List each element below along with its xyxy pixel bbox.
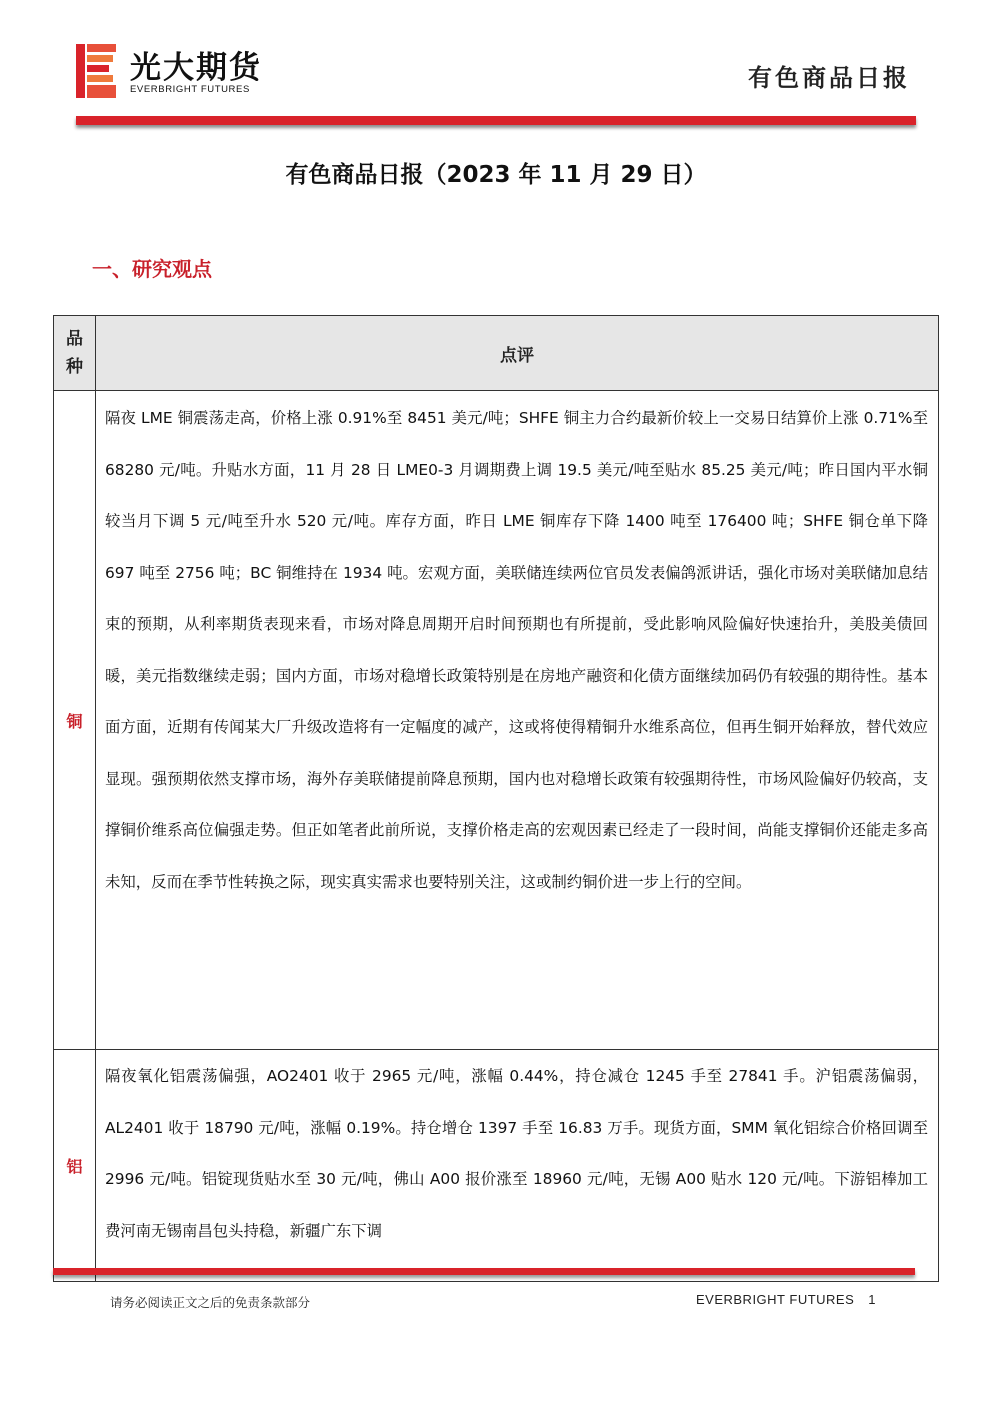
- comment-text: 隔夜氧化铝震荡偏强，AO2401 收于 2965 元/吨，涨幅 0.44%，持仓减仓 1245 手至 27841 手。沪铝震荡偏弱，AL2401 收于 18790 元/吨，涨幅 0.19%。持仓增仓 1397 手至 16.83 万手。现货方面，SMM 氧化铝综合价格回调至 2996 元/吨。铝锭现货贴水至 30 元/吨，佛山 A00 报价涨至 18960 元/吨，无锡 A00 贴水 120 元/吨。下游铝棒加工费河南无锡南昌包头持稳，新疆广东下调: [105, 1067, 928, 1240]
- logo-chinese-name: 光大期货: [130, 50, 262, 86]
- disclaimer-note: 请务必阅读正文之后的免责条款部分: [110, 1295, 311, 1310]
- column-header-comment: 点评: [96, 316, 939, 391]
- table-header-row: [54, 316, 939, 391]
- table-row: [54, 1050, 939, 1282]
- comment-text: 隔夜 LME 铜震荡走高，价格上涨 0.91%至 8451 美元/吨；SHFE 铜主力合约最新价较上一交易日结算价上涨 0.71%至 68280 元/吨。升贴水方面，11 月 28 日 LME0-3 月调期费上调 19.5 美元/吨至贴水 85.25 美元/吨；昨日国内平水铜较当月下调 5 元/吨至升水 520 元/吨。库存方面，昨日 LME 铜库存下降 1400 吨至 176400 吨；SHFE 铜仓单下降 697 吨至 2756 吨；BC 铜维持在 1934 吨。宏观方面，美联储连续两位官员发表偏鸽派讲话，强化市场对美联储加息结束的预期，从利率期货表现来看，市场对降息周期开启时间预期也有所提前，受此影响风险偏好快速抬升，美股美债回暖，美元指数继续走弱；国内方面，市场对稳增长政策特别是在房地产融资和化债方面继续加码仍有较强的期待性。基本面方面，近期有传闻某大厂升级改造将有一定幅度的减产，这或将使得精铜升水维系高位，但再生铜开始释放，替代效应显现。强预期依然支撑市场，海外存美联储提前降息预期，国内也对稳增长政策有较强期待性，市场风险偏好仍较高，支撑铜价维系高位偏强走势。但正如笔者此前所说，支撑价格走高的宏观因素已经走了一段时间，尚能支撑铜价还能走多高未知，反而在季节性转换之际，现实真实需求也要特别关注，这或制约铜价进一步上行的空间。: [105, 409, 928, 891]
- column-header-variety: [54, 316, 96, 391]
- column-header-variety-char: 品: [66, 329, 83, 349]
- page-number: 1: [868, 1292, 876, 1307]
- footer-brand: [696, 1292, 876, 1307]
- column-header-variety-char: 种: [66, 357, 83, 377]
- header-report-name: 有色商品日报: [748, 64, 910, 92]
- variety-cell: 铝: [54, 1050, 96, 1282]
- table-row: [54, 391, 939, 1050]
- section-heading: 一、研究观点: [92, 257, 212, 281]
- header-divider: [76, 116, 916, 125]
- everbright-logo-icon: [76, 44, 116, 98]
- footer-divider: [53, 1268, 915, 1275]
- footer-brand-name: EVERBRIGHT FUTURES: [695, 1292, 855, 1307]
- research-table: [53, 315, 939, 1282]
- document-title: 有色商品日报（2023 年 11 月 29 日）: [285, 162, 707, 188]
- comment-cell: [96, 391, 939, 1050]
- logo-english-name: EVERBRIGHT FUTURES: [130, 84, 250, 95]
- variety-cell: 铜: [54, 391, 96, 1050]
- company-logo: [76, 42, 286, 102]
- comment-cell: [96, 1050, 939, 1282]
